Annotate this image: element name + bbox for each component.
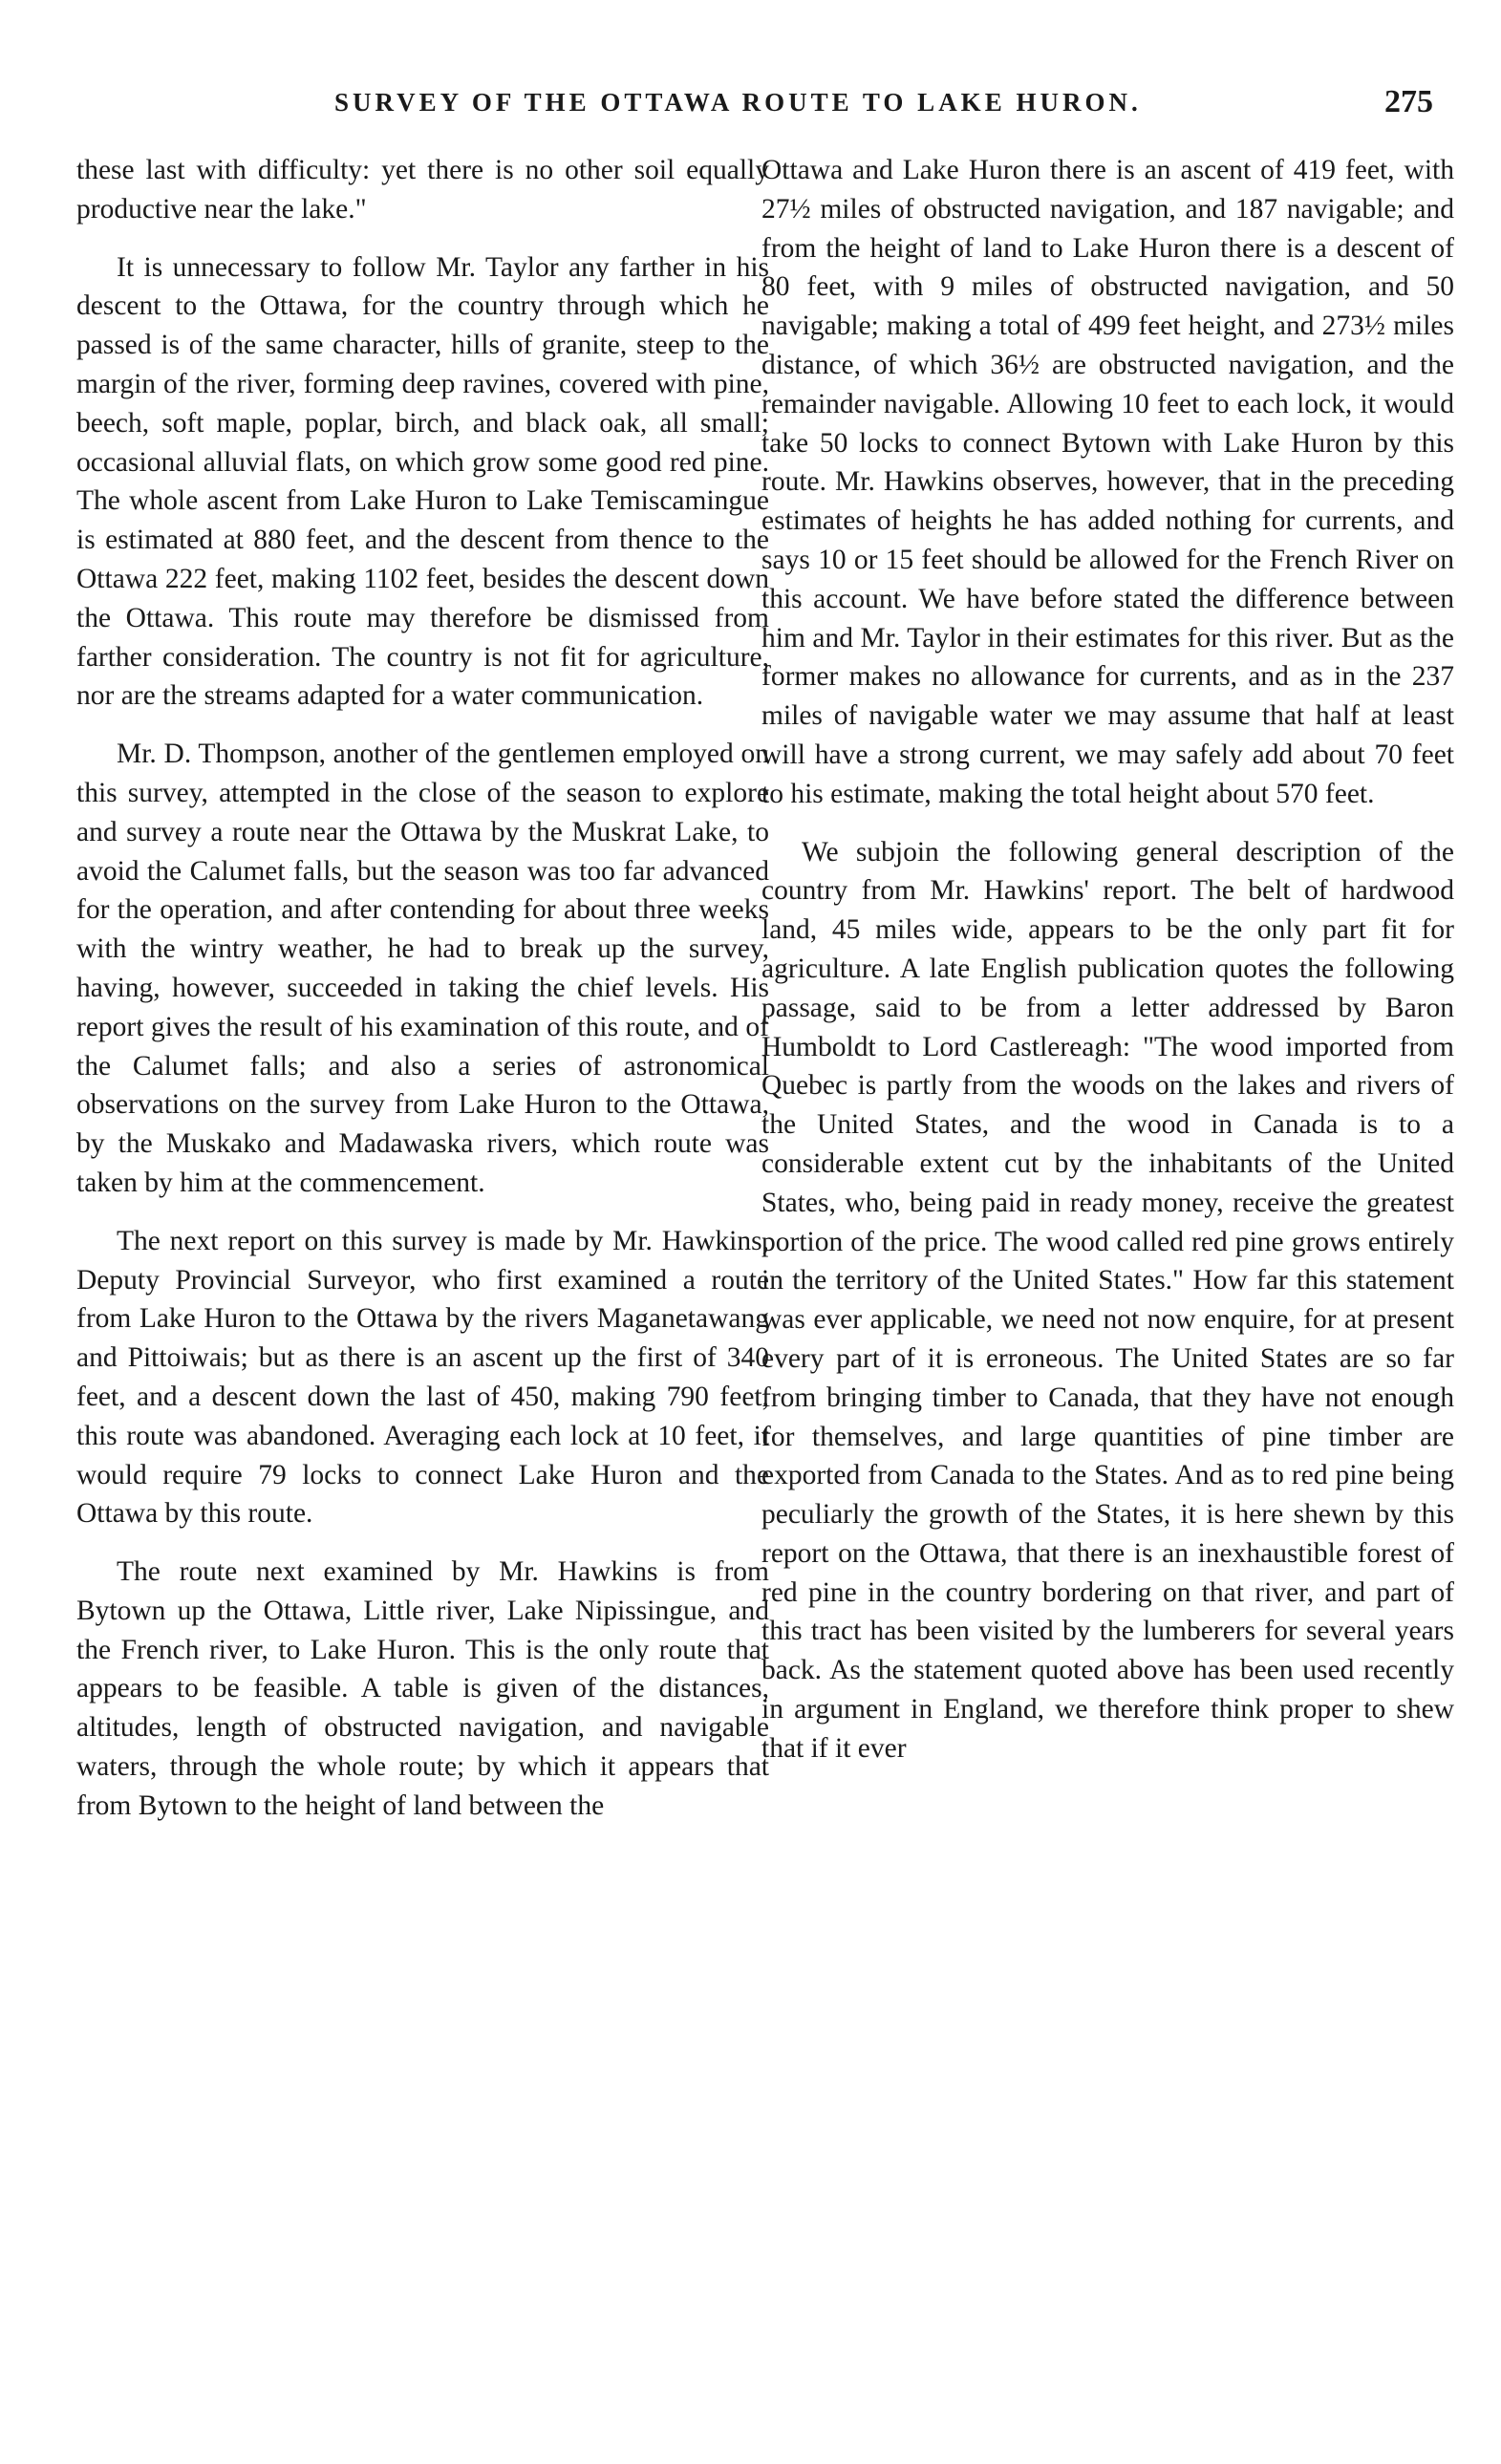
left-column: [76, 151, 769, 1845]
paragraph: Mr. D. Thompson, another of the gentlemen employed on this survey, attempted in the close of the season to explore and survey a route near the Ottawa by the Muskrat Lake, to avoid the Calumet falls, but the season was too far advanced for the operation, and after contending for about three weeks with the wintry weather, he had to break up the survey, having, however, succeeded in taking the chief levels. His report gives the result of his examination of this route, and of the Calumet falls; and also a series of astronomical observations on the survey from Lake Huron to the Ottawa, by the Muskako and Madawaska rivers, which route was taken by him at the commencement.: [76, 739, 769, 1198]
paragraph: these last with difficulty: yet there is no other soil equally productive near the lake.": [76, 155, 769, 225]
running-head: [76, 84, 1433, 136]
page-number: 275: [1384, 84, 1433, 119]
paragraph: We subjoin the following general description of the country from Mr. Hawkins' report. The belt of hardwood land, 45 miles wide, appears to be the only part fit for agriculture. A late English publication quotes the following passage, said to be from a letter addressed by Baron Humboldt to Lord Castlereagh: "The wood imported from Quebec is partly from the woods on the lakes and rivers of the United States, and the wood in Canada is to a considerable extent cut by the inhabitants of the United States, who, being paid in ready money, receive the greatest portion of the price. The wood called red pine grows entirely in the territory of the United States." How far this statement was ever applicable, we need not now enquire, for at present every part of it is erroneous. The United States are so far from bringing timber to Canada, that they have not enough for themselves, and large quantities of pine timber are exported from Canada to the States. And as to red pine being peculiarly the growth of the States, it is here shewn by this report on the Ottawa, that there is an inexhaustible forest of red pine in the country bordering on that river, and part of this tract has been visited by the lumberers for several years back. As the statement quoted above has been used recently in argument in England, we therefore think proper to shew that if it ever: [761, 836, 1454, 1764]
paragraph: The next report on this survey is made by Mr. Hawkins, Deputy Provincial Surveyor, who first examined a route from Lake Huron to the Ottawa by the rivers Maganetawang and Pittoiwais; but as there is an ascent up the first of 340 feet, and a descent down the last of 450, making 790 feet, this route was abandoned. Averaging each lock at 10 feet, it would require 79 locks to connect Lake Huron and the Ottawa by this route.: [76, 1225, 769, 1530]
running-title: SURVEY OF THE OTTAWA ROUTE TO LAKE HURON.: [334, 88, 1142, 117]
paragraph: It is unnecessary to follow Mr. Taylor any farther in his descent to the Ottawa, for the country through which he passed is of the same character, hills of granite, steep to the margin of the river, forming deep ravines, covered with pine, beech, soft maple, poplar, birch, and black oak, all small; occasional alluvial flats, on which grow some good red pine. The whole ascent from Lake Huron to Lake Temiscamingue is estimated at 880 feet, and the descent from thence to the Ottawa 222 feet, making 1102 feet, besides the descent down the Ottawa. This route may therefore be dismissed from farther consideration. The country is not fit for agriculture, nor are the streams adapted for a water communication.: [76, 251, 769, 712]
paragraph: Ottawa and Lake Huron there is an ascent of 419 feet, with 27½ miles of obstructed navigation, and 187 navigable; and from the height of land to Lake Huron there is a descent of 80 feet, with 9 miles of obstructed navigation, and 50 navigable; making a total of 499 feet height, and 273½ miles distance, of which 36½ are obstructed navigation, and the remainder navigable. Allowing 10 feet to each lock, it would take 50 locks to connect Bytown with Lake Huron by this route. Mr. Hawkins observes, however, that in the preceding estimates of heights he has added nothing for currents, and says 10 or 15 feet should be allowed for the French River on this account. We have before stated the difference between him and Mr. Taylor in their estimates for this river. But as the former makes no allowance for currents, and as in the 237 miles of navigable water we may assume that half at least will have a strong current, we may safely add about 70 feet to his estimate, making the total height about 570 feet.: [761, 155, 1454, 809]
paragraph: The route next examined by Mr. Hawkins is from Bytown up the Ottawa, Little river, Lake Nipissingue, and the French river, to Lake Huron. This is the only route that appears to be feasible. A table is given of the distances, altitudes, length of obstructed navigation, and navigable waters, through the whole route; by which it appears that from Bytown to the height of land between the: [76, 1556, 769, 1821]
right-column: [761, 151, 1454, 1788]
